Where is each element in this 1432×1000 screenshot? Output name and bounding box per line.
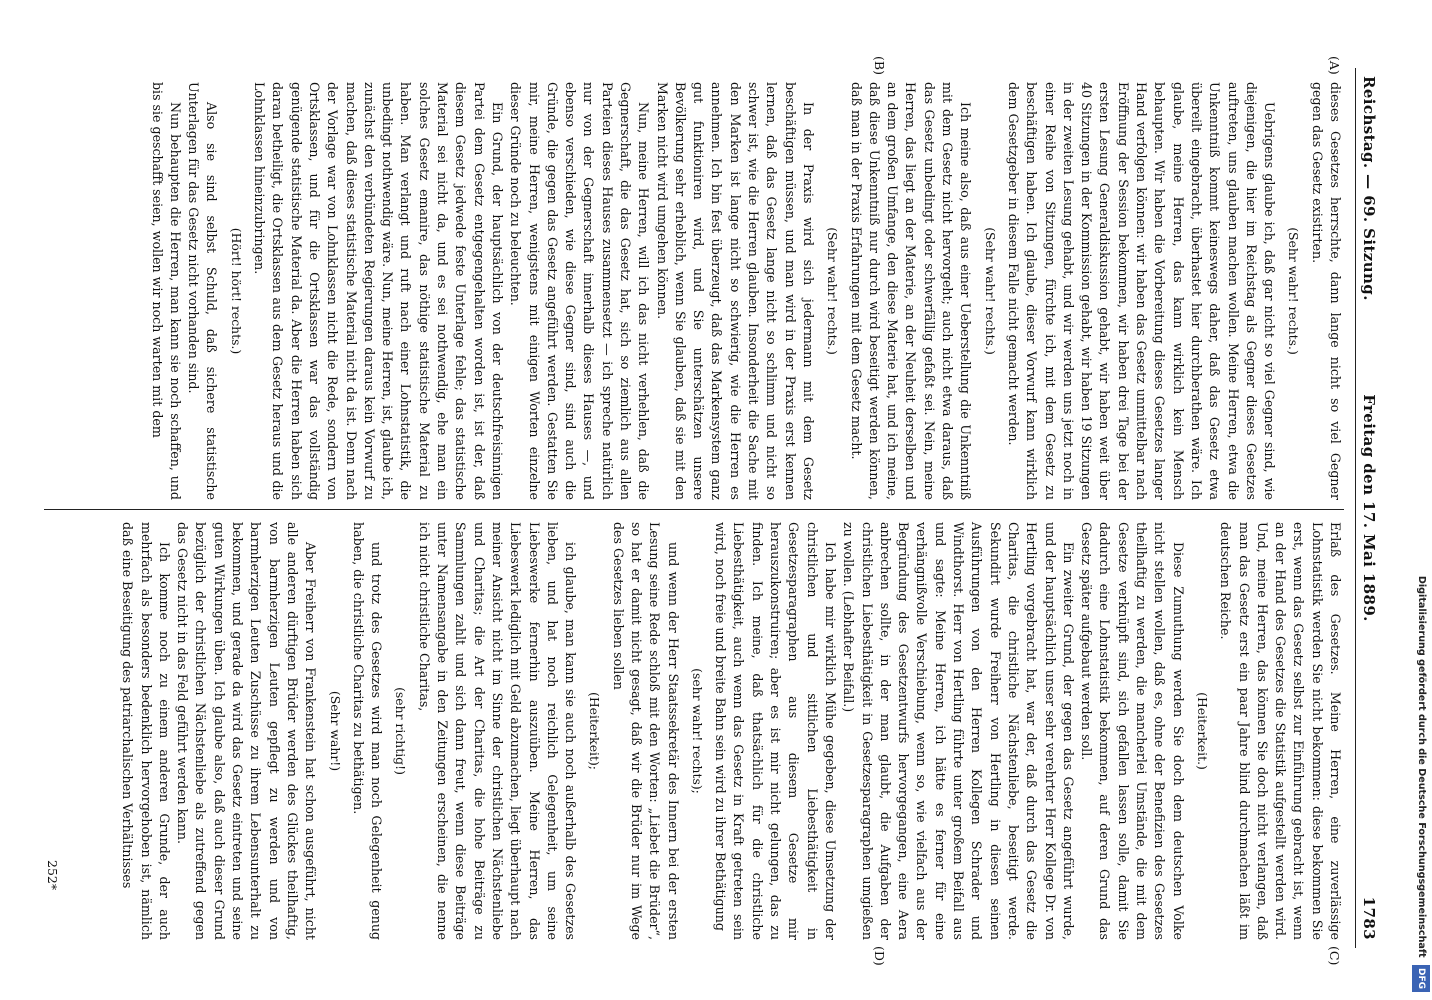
interjection: (Heiterkeit); xyxy=(587,692,603,770)
sheet-signature: 252* xyxy=(45,860,60,891)
digitization-credit xyxy=(1412,6,1430,992)
text-column-left xyxy=(54,82,1344,500)
dfg-logo-icon: DFG xyxy=(1412,965,1430,992)
interjection: (sehr wahr! rechts); xyxy=(689,668,705,794)
paragraph: Ein Grund, der hauptsächlich von der deutschfreisinnigen Partei dem Gesetz entgegengehalten worden ist, ist der, daß diesem Gesetz jedwede feste Unterlage fehle; das statistische Material sei nicht da, und es sei nothwendig, ehe man ein solches Gesetz emanire, das nöthige statistische Material zu haben. Man verlangt und ruft nach einer Lohnstatistik, die unbedingt nothwendig wäre. Nun, meine Herren, ist, glaube ich, zunächst den verbündeten Regierungen daraus kein Vorwurf zu machen, daß dieses statistische Material nicht da ist. Denn nach der Vorlage war von Lohnklassen nicht die Rede, sondern von Ortsklassen, und für die Ortsklassen war das vollständig genügende statistische Material da. Aber die Herren haben sich daran betheiligt, die Ortsklassen aus dem Gesetz heraus und die Lohnklassen hineinzubringen. xyxy=(252,82,505,500)
text-column-right xyxy=(54,522,1344,940)
paragraph: Nun, meine Herren, will ich das nicht verhehlen, daß die Gegnerschaft, die das Gesetz hat, sich so ziemlich aus allen Parteien dieses Hauses zusammensetzt — ich spreche natürlich nur von der Gegnerschaft innerhalb dieses Hauses —, und ebenso verschieden, wie diese Gegner sind, sind auch die Gründe, die gegen das Gesetz angeführt werden. Gestatten Sie mir, meine Herren, wenigstens mit einigen Worten einzelne dieser Gründe noch zu beleuchten. xyxy=(508,82,652,500)
interjection: (Sehr wahr! rechts.) xyxy=(982,227,998,355)
paragraph: Also sie sind selbst Schuld, daß sichere statistische Unterlagen für das Gesetz nicht vorhanden sind. xyxy=(186,82,220,500)
paragraph: Ich komme noch zu einem anderen Grunde, der auch mehrfach als besonders bedenklich hervorgehoben ist, nämlich daß eine Beseitigung des patriarchalischen Verhältnisses xyxy=(120,522,172,940)
paragraph: Ein zweiter Grund, der gegen das Gesetz angeführt wurde, und der hauptsächlich unser sehr verehrter Herr Kollege Dr. von Hertling vorgebracht hat, war der, daß durch das Gesetz die Charitas, die christliche Nächstenliebe, beseitigt werde. Sekundirt wurde Freiherr von Hertling in diesen seinen Ausführungen von den Herren Kollegen Schrader und Windthorst. Herr von Hertling führte unter großem Beifall aus und sagte: Meine Herren, ich hätte es ferner für eine verhängnißvolle Verschiebung, wenn so, wie vielfach aus der Begründung des Gesetzentwurfs hervorgegangen, eine Aera anbrechen sollte, in der man glaubt, die Aufgaben der christlichen Liebesthätigkeit in Gesetzesparagraphen umgießen zu wollen. (Lebhafter Beifall.) xyxy=(841,522,1076,940)
interjection: (Hört! hört! rechts.) xyxy=(228,227,244,355)
paragraph: Ich meine also, daß aus einer Ueberstellung die Unkenntniß mit dem Gesetz nicht hervorgeht; auch nicht etwa daraus, daß das Gesetz unbedingt oder schwerfällig gefaßt sei. Nein, meine Herren, das liegt an der Materie, an der Neuheit derselben und an dem großen Umfange, den diese Materie hat, und ich meine, daß diese Unkenntniß nur durch wird beseitigt werden können, daß man in der Praxis Erfahrungen mit dem Gesetz macht. xyxy=(848,82,974,500)
margin-marker-a: (A) xyxy=(1327,56,1342,75)
interjection: (Sehr wahr!) xyxy=(327,690,343,772)
margin-marker-d: (D) xyxy=(872,946,887,966)
paragraph: Ich habe mir wirklich Mühe gegeben, diese Umsetzung der christlichen und sittlichen Liebesthätigkeit in Gesetzesparagraphen aus diesem Gesetze mir herauszukonstruiren; aber es ist mir nicht gelungen, das zu finden. Ich meine, daß thatsächlich für die christliche Liebesthätigkeit, auch wenn das Gesetz in Kraft getreten sein wird, noch freie und breite Bahn sein wird zu ihrer Bethätigung xyxy=(713,522,838,940)
paragraph: ich glaube, man kann sie auch noch außerhalb des Gesetzes lieben, und hat noch reichlich Gelegenheit, um seine Liebeswerke fernerhin auszuüben. Meine Herren, das Liebeswerk lediglich mit Geld abzumachen, liegt überhaupt nach meiner Ansicht nicht im Sinne der christlichen Nächstenliebe und Charitas; die Art der Charitas, die hohe Beiträge zu Sammlungen zahlt und sich dann freut, wenn diese Beiträge unter Namensangabe in den Zeitungen erscheinen, die nenne ich nicht christliche Charitas, xyxy=(416,522,579,940)
column-divider xyxy=(44,509,1344,510)
interjection: (Sehr wahr! rechts.) xyxy=(825,227,841,355)
running-header xyxy=(1355,68,1380,948)
paragraph: und trotz des Gesetzes wird man noch Gelegenheit genug haben, die christliche Charitas zu bethätigen. xyxy=(350,522,385,940)
header-date: Freitag den 17. Mai 1889. xyxy=(1360,394,1378,622)
interjection: (Sehr wahr! rechts.) xyxy=(1286,227,1302,355)
margin-marker-b: (B) xyxy=(872,56,887,75)
header-chamber-session: Reichstag. — 69. Sitzung. xyxy=(1360,76,1378,301)
paragraph: Uebrigens glaube ich, daß gar nicht so viel Gegner sind, wie diejenigen, die hier im Reichstag als Gegner dieses Gesetzes auftreten, uns glauben machen wollen. Meine Herren, etwa die Unkenntniß kommt keineswegs daher, daß das Gesetz etwa übereilt eingebracht, überhastet hier durchberathen wäre. Ich glaube, meine Herren, das kann wirklich kein Mensch behaupten. Wir haben die Vorbereitung dieses Gesetzes langer Hand verfolgen können: wir haben das Gesetz unmittelbar nach Eröffnung der Session bekommen, wir haben drei Tage bei der ersten Lesung Generaldiskussion gehabt, wir haben weit über 40 Sitzungen in der Kommission gehabt, wir haben 19 Sitzungen in der zweiten Lesung gehabt, und wir werden uns jetzt noch in einer Reihe von Sitzungen, fürchte ich, mit dem Gesetz zu beschäftigen haben. Ich glaube, dieser Vorwurf kann wirklich dem Gesetzgeber in diesem Falle nicht gemacht werden. xyxy=(1005,82,1278,500)
paragraph: Nun behaupten die Herren, man kann sie noch schaffen, und bis sie geschafft seien, wollen wir noch warten mit dem xyxy=(149,82,183,500)
paragraph: dieses Gesetzes herrschte, dann lange nicht so viel Gegner gegen das Gesetz existirten. xyxy=(1309,82,1343,500)
digitization-note: Digitalisierung gefördert durch die Deutsche Forschungsgemeinschaft xyxy=(1416,575,1427,958)
paragraph: Aber Freiherr von Frankenstein hat schon ausgeführt, nicht alle anderen dürftigen Brüder werden des Glückes theilhaftig, von barmherzigen Leuten gepflegt zu werden und von barmherzigen Leuten Zuschüsse zu ihrem Lebensunterhalt zu bekommen, und gerade da wird das Gesetz eintreten und seine guten Wirkungen üben. Ich glaube also, daß auch dieser Grund bezüglich der christlichen Nächstenliebe als zutreffend gegen das Gesetz nicht in das Feld geführt werden kann. xyxy=(175,522,319,940)
margin-marker-c: (C) xyxy=(1327,946,1342,966)
paragraph: und wenn der Herr Staatssekretär des Innern bei der ersten Lesung seine Rede schloß mit den Worten: „Liebet die Brüder“, so hat er damit nicht gesagt, daß wir die Brüder nur im Wege des Gesetzes lieben sollen xyxy=(610,522,681,940)
interjection: (sehr richtig!) xyxy=(393,687,409,775)
paragraph: Erlaß des Gesetzes. Meine Herren, eine zuverlässige Lohnstatistik werden Sie nicht bekommen: diese bekommen Sie erst, wenn das Gesetz selbst zur Einführung gebracht ist, wenn an der Hand des Gesetzes die Statistik aufgestellt werden wird. Und, meine Herren, das können Sie doch nicht verlangen, daß man das Gesetz erst ein paar Jahre blind durchmachen läßt im deutschen Reiche. xyxy=(1218,522,1343,940)
paragraph: In der Praxis wird sich jedermann mit dem Gesetz beschäftigen müssen, und man wird in der Praxis erst kennen lernen, daß das Gesetz lange nicht so schlimm und nicht so schwer ist, wie die Herren glauben. Insonderheit die Sache mit den Marken ist lange nicht so schwierig, wie die Herren es annehmen. Ich bin fest überzeugt, daß das Markensystem ganz gut funktioniren wird, und Sie unterschätzen unsere Bevölkerung sehr erheblich, wenn Sie glauben, daß sie mit den Marken nicht wird umgehen können. xyxy=(654,82,816,500)
interjection: (Heiterkeit.) xyxy=(1194,692,1210,770)
header-page-number: 1783 xyxy=(1360,896,1378,940)
paragraph: Diese Zumuthung werden Sie doch dem deutschen Volke nicht stellen wollen, daß es, ohne der Benefizien des Gesetzes theilhaftig zu werden, die mancherlei Umstände, die mit dem Gesetze verknüpft sind, sich gefallen lassen solle, damit Sie dadurch eine Lohnstatistik bekommen, auf deren Grund das Gesetz später aufgebaut werden soll. xyxy=(1079,522,1186,940)
